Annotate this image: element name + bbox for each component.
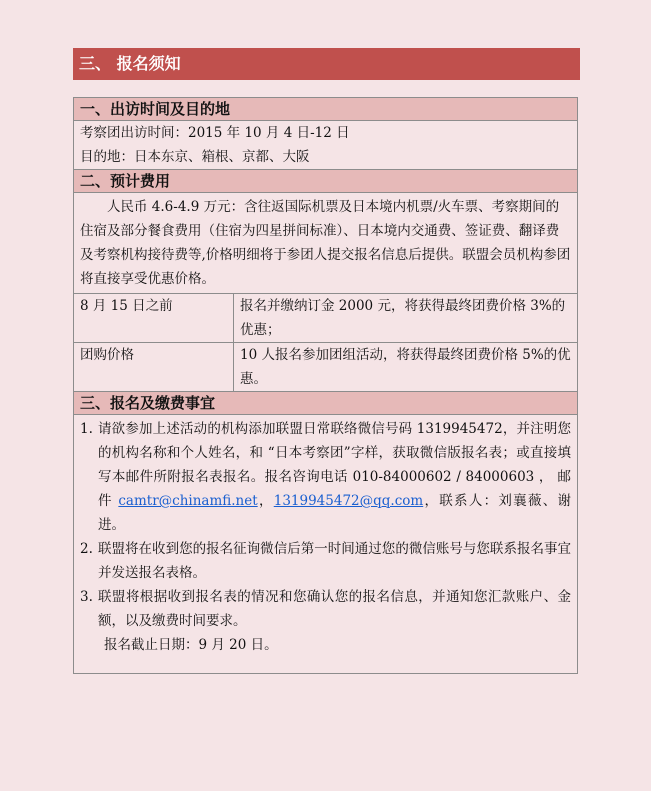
cost-description: 人民币 4.6-4.9 万元：含往返国际机票及日本境内机票/火车票、考察期间的住宿及部分餐食费用（住宿为四星拼间标准）、日本境内交通费、签证费、翻译费及考察机构接待费等,价格明细将于参团人提交报名信息后提供。联盟会员机构参团将直接享受优惠价格。 bbox=[80, 199, 571, 287]
section-title: 三、 报名须知 bbox=[79, 54, 181, 73]
discount-label-group: 团购价格 bbox=[74, 343, 234, 392]
registration-list bbox=[80, 415, 571, 673]
destination: 目的地：日本东京、箱根、京都、大阪 bbox=[80, 149, 310, 165]
registration-deadline: 报名截止日期：9 月 20 日。 bbox=[104, 637, 278, 653]
registration-cell bbox=[74, 415, 578, 674]
item1-text: 请欲参加上述活动的机构添加联盟日常联络微信号码 1319945472，并注明您的机构名称和个人姓名，和 “日本考察团”字样，获取微信版报名表；或直接填写本邮件所附报名表报名。报名咨询电话 010-84000602 / 84000603 ， 邮 件 bbox=[98, 421, 571, 509]
item1-tail: ，联系人：刘襄薇、谢进。 bbox=[98, 493, 572, 533]
discount-label-early: 8 月 15 日之前 bbox=[74, 294, 234, 343]
list-number: 2. bbox=[80, 541, 93, 557]
section-title-banner bbox=[73, 48, 580, 80]
email-link-camtr[interactable]: camtr@chinamfi.net bbox=[118, 493, 258, 509]
item1-separator: ， bbox=[257, 493, 274, 509]
list-item bbox=[80, 585, 571, 633]
list-number: 1. bbox=[80, 421, 93, 437]
list-text: 联盟将在收到您的报名征询微信后第一时间通过您的微信账号与您联系报名事宜并发送报名表格。 bbox=[98, 541, 571, 581]
cost-cell bbox=[74, 193, 578, 294]
discount-desc-early: 报名并缴纳订金 2000 元，将获得最终团费价格 3%的优惠； bbox=[234, 294, 578, 343]
list-text: 联盟将根据收到报名表的情况和您确认您的报名信息，并通知您汇款账户、金额，以及缴费时间要求。 bbox=[98, 589, 571, 629]
heading-registration: 三、报名及缴费事宜 bbox=[74, 392, 578, 415]
heading-schedule: 一、出访时间及目的地 bbox=[74, 98, 578, 121]
list-number: 3. bbox=[80, 589, 93, 605]
info-table bbox=[73, 97, 578, 674]
list-item bbox=[80, 537, 571, 585]
list-item bbox=[80, 417, 571, 537]
email-link-qq[interactable]: 1319945472@qq.com bbox=[273, 493, 424, 509]
schedule-cell bbox=[74, 121, 578, 170]
discount-desc-group: 10 人报名参加团组活动，将获得最终团费价格 5%的优惠。 bbox=[234, 343, 578, 392]
list-text bbox=[98, 417, 571, 537]
visit-time: 考察团出访时间：2015 年 10 月 4 日-12 日 bbox=[80, 125, 350, 141]
heading-cost: 二、预计费用 bbox=[74, 170, 578, 193]
